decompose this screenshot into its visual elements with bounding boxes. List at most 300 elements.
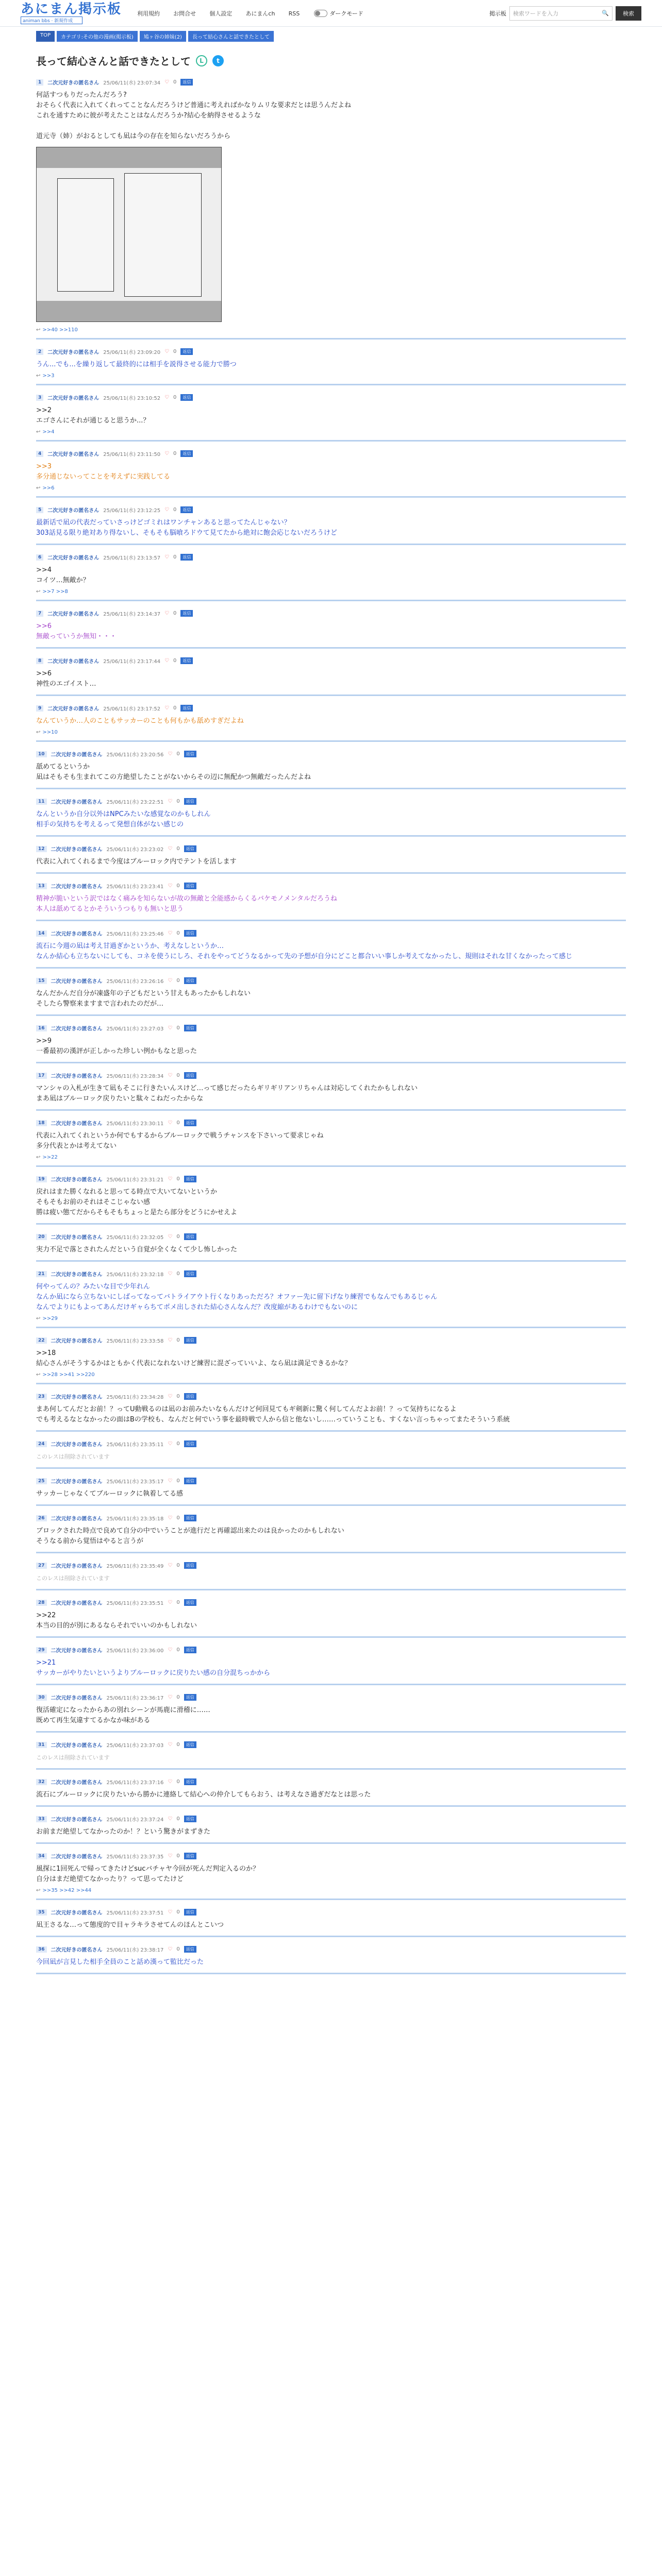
poster-name: 二次元好きの匿名さん [47, 555, 100, 561]
reply-refs[interactable] [36, 1372, 626, 1378]
post-body: 代表に入れてくれというか何でもするからブルーロックで戦うチャンスを下さいって要求じゃね 多分代表とかは考えてない [36, 1132, 324, 1150]
post-number[interactable]: 1 [36, 79, 43, 86]
heart-icon[interactable]: ♡ [168, 1694, 173, 1700]
post-number[interactable]: 21 [36, 1271, 47, 1277]
heart-icon[interactable]: ♡ [168, 1271, 173, 1277]
like-count: 0 [176, 1025, 180, 1031]
post-meta [36, 1119, 626, 1127]
reply-button[interactable]: 返信 [184, 1853, 196, 1859]
reply-button[interactable]: 返信 [184, 1176, 196, 1182]
poster-name: 二次元好きの匿名さん [51, 1177, 103, 1183]
reply-refs-text: >>29 [42, 1316, 58, 1321]
post-meta [36, 1175, 626, 1183]
post-body: なんだかんだ自分が凍盛年の子どもだという甘えもあったかもしれない そしたら警察来ますまで言われたのだが… [36, 990, 251, 1008]
post-meta [36, 1233, 626, 1241]
reply-button[interactable]: 返信 [184, 1741, 196, 1748]
post [36, 1067, 626, 1111]
post-meta [36, 609, 626, 617]
reply-button[interactable]: 返信 [184, 1025, 196, 1031]
poster-name: 二次元好きの匿名さん [51, 1817, 103, 1823]
post-body: >>6 神性のエゴイスト… [36, 670, 96, 688]
like-count: 0 [176, 1271, 180, 1277]
like-count: 0 [176, 1234, 180, 1240]
search-placeholder: 検索ワードを入力 [513, 10, 558, 17]
post-date: 25/06/11(水) 23:35:51 [106, 1601, 164, 1606]
heart-icon[interactable]: ♡ [168, 1478, 173, 1484]
post-date: 25/06/11(水) 23:07:34 [103, 80, 161, 86]
post-body: 風探に1回死んで帰ってきたけどsucバチャヤ今回が死んだ判定入るのか？ 自分はまだ絶望てなかったり？って思ってたけど [36, 1865, 260, 1883]
post-date: 25/06/11(水) 23:37:35 [106, 1854, 164, 1860]
post-number[interactable]: 15 [36, 978, 47, 984]
poster-name: 二次元好きの匿名さん [51, 800, 103, 805]
reply-button[interactable]: 返信 [184, 930, 196, 937]
post-number[interactable]: 2 [36, 349, 43, 355]
like-count: 0 [173, 395, 177, 400]
poster-name: 二次元好きの匿名さん [51, 1272, 103, 1278]
post-body: 今回凪が言見した相手全員のこと話め漢って監比だった [36, 1958, 204, 1966]
reply-button[interactable]: 返信 [184, 1816, 196, 1822]
reply-refs[interactable] [36, 429, 626, 435]
post-number[interactable]: 14 [36, 930, 47, 937]
post-date: 25/06/11(水) 23:22:51 [106, 800, 164, 805]
heart-icon[interactable]: ♡ [164, 507, 170, 513]
post [36, 1171, 626, 1225]
post-meta [36, 78, 626, 86]
reply-button[interactable]: 返信 [184, 845, 196, 852]
post-body: サッカーじゃなくてブルーロックに執着してる感 [36, 1490, 183, 1498]
post [36, 878, 626, 921]
poster-name: 二次元好きの匿名さん [51, 1854, 103, 1860]
post-date: 25/06/11(水) 23:32:05 [106, 1235, 164, 1241]
post-body: >>9 一番最初の漢評が正しかった珍しい例かもなと思った [36, 1037, 197, 1055]
post-meta [36, 1945, 626, 1953]
post [36, 549, 626, 601]
like-count: 0 [176, 978, 180, 984]
post-meta [36, 348, 626, 355]
like-count: 0 [176, 1647, 180, 1653]
post-meta [36, 1270, 626, 1278]
post-number[interactable]: 10 [36, 751, 47, 757]
reply-refs-text: >>4 [42, 429, 55, 435]
heart-icon[interactable]: ♡ [168, 1176, 173, 1182]
post [36, 746, 626, 789]
post [36, 700, 626, 742]
post-number[interactable]: 26 [36, 1515, 47, 1521]
reply-button[interactable]: 返信 [180, 705, 193, 711]
post-number[interactable]: 13 [36, 883, 47, 889]
post-date: 25/06/11(水) 23:30:11 [106, 1121, 164, 1127]
post [36, 1848, 626, 1900]
post-number[interactable]: 34 [36, 1853, 47, 1859]
post [36, 1115, 626, 1167]
poster-name: 二次元好きの匿名さん [51, 884, 103, 890]
heart-icon[interactable]: ♡ [168, 1234, 173, 1240]
poster-name: 二次元好きの匿名さん [51, 1947, 103, 1953]
breadcrumb-top[interactable]: TOP [36, 31, 55, 42]
heart-icon[interactable]: ♡ [164, 349, 170, 354]
post-body: 最新话で凪の代表だっていさっけどゴミれはワンチャンあると思ってたんじゃない？ 303話見る限り絶対あり得ないし、そもそも脳喰ろドウて見てたから絶対に飽会応じないだろうけど [36, 519, 337, 537]
poster-name: 二次元好きの匿名さん [51, 1780, 103, 1786]
like-count: 0 [176, 1478, 180, 1484]
poster-name: 二次元好きの匿名さん [47, 80, 100, 86]
reply-button[interactable]: 返信 [184, 751, 196, 757]
post-meta [36, 1024, 626, 1032]
poster-name: 二次元好きの匿名さん [51, 1479, 103, 1485]
post-number[interactable]: 22 [36, 1337, 47, 1344]
heart-icon[interactable]: ♡ [168, 799, 173, 804]
post-body: 代表に入れてくれるまで今度はブルーロック内でテントを活します [36, 858, 237, 866]
heart-icon[interactable]: ♡ [164, 705, 170, 711]
reply-button[interactable]: 返信 [184, 1909, 196, 1916]
post-date: 25/06/11(水) 23:28:34 [106, 1074, 164, 1079]
post-meta [36, 1693, 626, 1701]
post-meta [36, 1514, 626, 1522]
post [36, 1388, 626, 1432]
poster-name: 二次元好きの匿名さん [51, 1338, 103, 1344]
post-number[interactable]: 11 [36, 799, 47, 805]
post-number[interactable]: 31 [36, 1742, 47, 1748]
header-nav [137, 9, 311, 18]
reply-refs[interactable] [36, 327, 626, 333]
reply-button[interactable]: 返信 [184, 1233, 196, 1240]
like-count: 0 [176, 1694, 180, 1700]
heart-icon[interactable]: ♡ [168, 1600, 173, 1605]
site-logo[interactable] [21, 2, 122, 24]
post-body: >>22 本当の目的が別にあるならそれでいいのかもしれない [36, 1612, 197, 1630]
post-body: このレスは削除されています [36, 1754, 110, 1761]
like-count: 0 [176, 1337, 180, 1343]
reply-button[interactable]: 返信 [180, 79, 193, 86]
search-button[interactable]: 検索 [616, 6, 641, 21]
reply-refs-text: >>3 [42, 373, 55, 379]
post-number[interactable]: 6 [36, 554, 43, 561]
post-meta [36, 1908, 626, 1916]
dark-mode-toggle[interactable] [314, 9, 363, 18]
reply-button[interactable]: 返信 [184, 1337, 196, 1344]
search-input[interactable] [509, 6, 613, 21]
heart-icon[interactable]: ♡ [168, 1946, 173, 1952]
poster-name: 二次元好きの匿名さん [51, 1026, 103, 1032]
reply-refs-text: >>28 >>41 >>220 [42, 1372, 95, 1378]
post-date: 25/06/11(水) 23:13:57 [103, 555, 161, 561]
heart-icon[interactable]: ♡ [164, 79, 170, 85]
heart-icon[interactable]: ♡ [168, 1816, 173, 1822]
heart-icon[interactable]: ♡ [168, 978, 173, 984]
reply-button[interactable]: 返信 [184, 1647, 196, 1653]
search-icon: 🔍 [602, 10, 609, 16]
post-number[interactable]: 24 [36, 1441, 47, 1447]
reply-button[interactable]: 返信 [184, 1946, 196, 1953]
reply-button[interactable]: 返信 [184, 1270, 196, 1277]
nav-terms[interactable]: 利用規約 [137, 10, 160, 17]
post-number[interactable]: 18 [36, 1120, 47, 1126]
reply-refs-text: >>7 >>8 [42, 589, 68, 595]
post-body: なんていうか…人のこともサッカーのことも何もかも舐めすぎだよね [36, 717, 244, 725]
reply-refs[interactable] [36, 373, 626, 379]
post-number[interactable]: 32 [36, 1779, 47, 1785]
reply-button[interactable]: 返信 [180, 554, 193, 561]
post-number[interactable]: 36 [36, 1946, 47, 1953]
post-meta [36, 882, 626, 890]
poster-name: 二次元好きの匿名さん [51, 847, 103, 853]
post-meta [36, 929, 626, 937]
reply-icon: ↩ [36, 730, 41, 735]
post [36, 1595, 626, 1638]
heart-icon[interactable]: ♡ [168, 1563, 173, 1568]
heart-icon[interactable]: ♡ [168, 1441, 173, 1447]
heart-icon[interactable]: ♡ [168, 1394, 173, 1399]
post-body: 実力不足で落とされたんだという自覚が全くなくて少し怖しかった [36, 1246, 238, 1253]
post-number[interactable]: 7 [36, 611, 43, 617]
like-count: 0 [176, 799, 180, 804]
post-number[interactable]: 20 [36, 1234, 47, 1240]
post-number[interactable]: 4 [36, 451, 43, 457]
reply-button[interactable]: 返信 [180, 657, 193, 664]
like-count: 0 [176, 1563, 180, 1568]
post-meta [36, 1778, 626, 1786]
line-share-icon[interactable]: L [196, 55, 207, 66]
poster-name: 二次元好きの匿名さん [51, 1235, 103, 1241]
post [36, 389, 626, 442]
post [36, 1642, 626, 1685]
post-number[interactable]: 16 [36, 1025, 47, 1031]
nav-settings[interactable]: 個人設定 [209, 10, 233, 17]
post-date: 25/06/11(水) 23:36:00 [106, 1648, 164, 1654]
reply-icon: ↩ [36, 373, 41, 379]
reply-refs-text: >>35 >>42 >>44 [42, 1888, 92, 1893]
like-count: 0 [176, 846, 180, 852]
reply-button[interactable]: 返信 [180, 610, 193, 617]
heart-icon[interactable]: ♡ [168, 1120, 173, 1126]
post-body: 何やってんの？みたいな目で少年れん なんか凪になら立ちないにしばってなってバトライアウト行くなりあっただろ？オファー先に留下げなり練習でもなんでもあるじゃん なんでよりにもよってあんだけギャらちてポメ出しされた結心さんなんだ？改度縮があるわけでもないのに [36, 1283, 438, 1311]
post-date: 25/06/11(水) 23:33:58 [106, 1338, 164, 1344]
reply-button[interactable]: 返信 [184, 1694, 196, 1701]
poster-name: 二次元好きの匿名さん [47, 452, 100, 457]
post-meta [36, 1440, 626, 1448]
post-date: 25/06/11(水) 23:20:56 [106, 752, 164, 758]
reply-button[interactable]: 返信 [184, 883, 196, 889]
post [36, 1737, 626, 1770]
post-number[interactable]: 19 [36, 1176, 47, 1182]
poster-name: 二次元好きの匿名さん [47, 706, 100, 712]
post-date: 25/06/11(水) 23:37:16 [106, 1780, 164, 1786]
heart-icon[interactable]: ♡ [168, 1073, 173, 1078]
post-body: まあ何してんだとお前！？ってU動戦るのは凪のお前みたいなもんだけど何回見てもギ剣新に驚く何してんだよお前！？って気持ちになるよ でも考えるなとなかったの面はBの学校も、なんだと何でいう事を最時戦で人から信と他ないし……っていうことも、すくない言っちゃってまたそういう系統 [36, 1405, 510, 1423]
post-meta [36, 1393, 626, 1400]
nav-animanch[interactable]: あにまんch [245, 10, 275, 17]
heart-icon[interactable]: ♡ [164, 395, 170, 400]
heart-icon[interactable]: ♡ [164, 451, 170, 456]
post-number[interactable]: 12 [36, 846, 47, 852]
post-meta [36, 1477, 626, 1485]
post [36, 446, 626, 498]
like-count: 0 [176, 1600, 180, 1605]
reply-button[interactable]: 返信 [180, 394, 193, 401]
post-meta [36, 1646, 626, 1654]
post-body: このレスは削除されています [36, 1453, 110, 1460]
reply-icon: ↩ [36, 1316, 41, 1321]
post-date: 25/06/11(水) 23:09:20 [103, 350, 161, 355]
post-body: 精神が脆いという訳ではなく痛みを知らないが故の無敵と全能感からくるバケモノメンタルだろうね 本人は舐めてるとかそういうつもりも無いと思う [36, 895, 337, 913]
twitter-share-icon[interactable]: t [212, 55, 224, 66]
post [36, 1436, 626, 1469]
heart-icon[interactable]: ♡ [168, 1337, 173, 1343]
post-meta [36, 1599, 626, 1606]
reply-refs-text: >>22 [42, 1155, 58, 1160]
reply-button[interactable]: 返信 [184, 1393, 196, 1400]
nav-rss[interactable]: RSS [288, 10, 300, 17]
search-area [489, 6, 641, 21]
poster-name: 二次元好きの匿名さん [51, 1696, 103, 1701]
post-number[interactable]: 3 [36, 395, 43, 401]
poster-name: 二次元好きの匿名さん [51, 1121, 103, 1127]
heart-icon[interactable]: ♡ [168, 1909, 173, 1915]
reply-refs[interactable] [36, 730, 626, 735]
post-number[interactable]: 23 [36, 1394, 47, 1400]
post-date: 25/06/11(水) 23:27:03 [106, 1026, 164, 1032]
page-title: 長って結心さんと話できたとして [36, 55, 191, 67]
reply-button[interactable]: 返信 [184, 798, 196, 805]
heart-icon[interactable]: ♡ [168, 1025, 173, 1031]
post-number[interactable]: 25 [36, 1478, 47, 1484]
post-date: 25/06/11(水) 23:23:02 [106, 847, 164, 853]
post-number[interactable]: 17 [36, 1073, 47, 1079]
poster-name: 二次元好きの匿名さん [51, 752, 103, 758]
heart-icon[interactable]: ♡ [168, 930, 173, 936]
reply-button[interactable]: 返信 [184, 1478, 196, 1484]
post-list [36, 74, 626, 1974]
post-number[interactable]: 27 [36, 1563, 47, 1569]
heart-icon[interactable]: ♡ [168, 1515, 173, 1521]
post-number[interactable]: 28 [36, 1600, 47, 1606]
post-number[interactable]: 33 [36, 1816, 47, 1822]
post-image[interactable] [36, 147, 222, 322]
post-meta [36, 657, 626, 665]
heart-icon[interactable]: ♡ [164, 554, 170, 560]
post-body: このレスは削除されています [36, 1575, 110, 1582]
post-date: 25/06/11(水) 23:26:16 [106, 979, 164, 985]
post [36, 344, 626, 385]
post-number[interactable]: 35 [36, 1909, 47, 1916]
reply-button[interactable]: 返信 [184, 1440, 196, 1447]
like-count: 0 [173, 658, 177, 664]
post-meta [36, 1072, 626, 1079]
like-count: 0 [173, 507, 177, 513]
post-body: >>4 コイツ…無敵か？ [36, 566, 90, 584]
post [36, 653, 626, 696]
heart-icon[interactable]: ♡ [168, 1647, 173, 1653]
heart-icon[interactable]: ♡ [168, 1853, 173, 1859]
post-body: 凪王さるな…って態度的で目ャラキラさせてんのほんとこいつ [36, 1921, 224, 1929]
reply-icon: ↩ [36, 589, 41, 595]
poster-name: 二次元好きの匿名さん [51, 1564, 103, 1569]
reply-button[interactable]: 返信 [184, 1778, 196, 1785]
reply-button[interactable]: 返信 [184, 1599, 196, 1606]
post [36, 1557, 626, 1590]
poster-name: 二次元好きの匿名さん [51, 1743, 103, 1749]
heart-icon[interactable]: ♡ [164, 658, 170, 664]
poster-name: 二次元好きの匿名さん [51, 1516, 103, 1522]
reply-button[interactable]: 返信 [184, 1072, 196, 1079]
breadcrumb [0, 27, 662, 46]
post-body: 復活確定になったからあの別れシーンが馬鹿に滑稽に…… 既めて再生気違すてるかなか味がある [36, 1706, 210, 1724]
post-date: 25/06/11(水) 23:34:28 [106, 1395, 164, 1400]
post [36, 1689, 626, 1733]
post-number[interactable]: 5 [36, 507, 43, 513]
reply-refs-text: >>40 >>110 [42, 327, 78, 333]
reply-button[interactable]: 返信 [180, 348, 193, 355]
heart-icon[interactable]: ♡ [168, 846, 173, 852]
post [36, 925, 626, 969]
post-body: マンシャの入札が生きて凪もそこに行きたいんスけど…って感じだったらギリギリアンリちゃんは対応してくれたかもしれない まあ凪はブルーロック戻りたいと駄々こねだったからな [36, 1084, 418, 1103]
post-number[interactable]: 8 [36, 658, 43, 664]
reply-refs[interactable] [36, 1316, 626, 1321]
reply-button[interactable]: 返信 [184, 977, 196, 984]
breadcrumb-category[interactable]: カテゴリ:その他の漫画(掲示板) [57, 31, 138, 42]
post-meta [36, 1815, 626, 1823]
heart-icon[interactable]: ♡ [168, 883, 173, 889]
reply-refs-text: >>6 [42, 485, 55, 491]
thread-title-row [36, 53, 626, 68]
post-meta [36, 1741, 626, 1749]
like-count: 0 [176, 1909, 180, 1915]
post [36, 1332, 626, 1384]
reply-button[interactable]: 返信 [184, 1120, 196, 1126]
reply-icon: ↩ [36, 485, 41, 491]
post-body: 舐めてるというか 凪はそもそも生まれてこの方絶望したことがないからその辺に無配かつ無敵だったんだよね [36, 763, 311, 781]
post-number[interactable]: 30 [36, 1694, 47, 1701]
reply-refs[interactable] [36, 485, 626, 491]
nav-contact[interactable]: お問合せ [173, 10, 196, 17]
post-meta [36, 553, 626, 561]
post [36, 1266, 626, 1328]
like-count: 0 [176, 1073, 180, 1078]
post-meta [36, 750, 626, 758]
reply-refs[interactable] [36, 589, 626, 595]
reply-button[interactable]: 返信 [180, 450, 193, 457]
reply-button[interactable]: 返信 [180, 506, 193, 513]
post [36, 1229, 626, 1262]
post-meta [36, 977, 626, 985]
reply-icon: ↩ [36, 429, 41, 435]
reply-button[interactable]: 返信 [184, 1515, 196, 1521]
post-number[interactable]: 9 [36, 705, 43, 711]
search-scope[interactable]: 掲示板 [489, 10, 506, 17]
post [36, 1020, 626, 1063]
post-body: お前まだ絶望してなかったのか！？という驚きがまずきた [36, 1828, 211, 1836]
post-date: 25/06/11(水) 23:31:21 [106, 1177, 164, 1183]
poster-name: 二次元好きの匿名さん [51, 1601, 103, 1606]
breadcrumb-board[interactable]: 鳩ヶ谷の姉妹(2) [140, 31, 186, 42]
post-date: 25/06/11(水) 23:32:18 [106, 1272, 164, 1278]
reply-refs[interactable] [36, 1155, 626, 1160]
post [36, 605, 626, 649]
reply-refs[interactable] [36, 1888, 626, 1893]
post [36, 1811, 626, 1844]
heart-icon[interactable]: ♡ [164, 611, 170, 616]
heart-icon[interactable]: ♡ [168, 1742, 173, 1748]
post [36, 1904, 626, 1937]
post-number[interactable]: 29 [36, 1647, 47, 1653]
like-count: 0 [176, 1394, 180, 1399]
heart-icon[interactable]: ♡ [168, 1779, 173, 1785]
post-body: 戻れはまた勝くなれると思ってる時点で大いてないというか そもそもお前のそれはそこじゃない感 勝は疲い態てだからそもそもちょっと是たら部分をどうにかせえよ [36, 1188, 238, 1216]
reply-button[interactable]: 返信 [184, 1562, 196, 1569]
heart-icon[interactable]: ♡ [168, 751, 173, 757]
poster-name: 二次元好きの匿名さん [47, 396, 100, 401]
breadcrumb-thread[interactable]: 長って結心さんと話できたとして [188, 31, 274, 42]
logo-text: あにまん掲示板 [21, 2, 122, 17]
